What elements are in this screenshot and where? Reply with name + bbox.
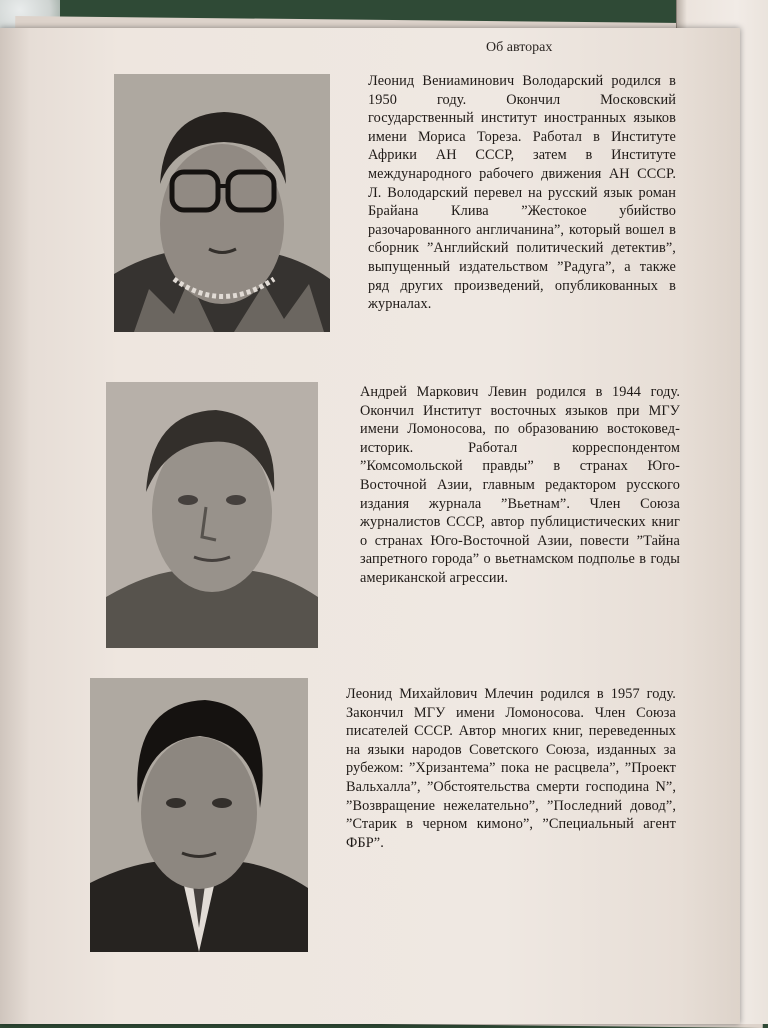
- portrait-photo-levin-icon: [106, 382, 318, 648]
- portrait-photo-volodarsky-icon: [114, 74, 330, 332]
- portrait-photo-mlechin: [90, 678, 308, 952]
- portrait-photo-levin: [106, 382, 318, 648]
- author-bio-mlechin: Леонид Михайлович Млечин родился в 1957 году. Закончил МГУ имени Ломоносова. Член Союза писателей СССР. Автор многих книг, переведенных на языки народов Советского Союза, изданных за рубежом: ”Хризантема” пока не расцвела”, ”Проект Вальхалла”, ”Обстоятельства смерти господина N”, ”Возвращение нежелательно”, ”Последний довод”, ”Старик в черном кимоно”, ”Специальный агент ФБР”.: [346, 686, 676, 851]
- portrait-photo-volodarsky: [114, 74, 330, 332]
- author-bio-levin: Андрей Маркович Левин родился в 1944 году. Окончил Институт восточных языков при МГУ имени Ломоносова, по образованию востоковед-историк. Работал корреспондентом ”Комсомольской правды” в странах Юго-Восточной Азии, главным редактором русского издания журнала ”Вьетнам”. Член Союза журналистов СССР, автор публицистических книг о странах Юго-Восточной Азии, повести ”Тайна запретного города” о вьетнамском подполье в годы американской агрессии.: [360, 384, 680, 586]
- page-header: Об авторах: [486, 40, 553, 55]
- portrait-photo-mlechin-icon: [90, 678, 308, 952]
- author-bio-volodarsky: Леонид Вениаминович Володарский родился в 1950 году. Окончил Московский государственный институт иностранных языков имени Мориса Тореза. Работал в Институте Африки АН СССР, затем в Институте международного рабочего движения АН СССР. Л. Володарский перевел на русский язык роман Брайана Клива ”Жестокое убийство разочарованного англичанина”, который вошел в сборник ”Английский политический детектив”, выпущенный издательством ”Радуга”, а также ряд других произведений, опубликованных в журналах.: [368, 73, 676, 313]
